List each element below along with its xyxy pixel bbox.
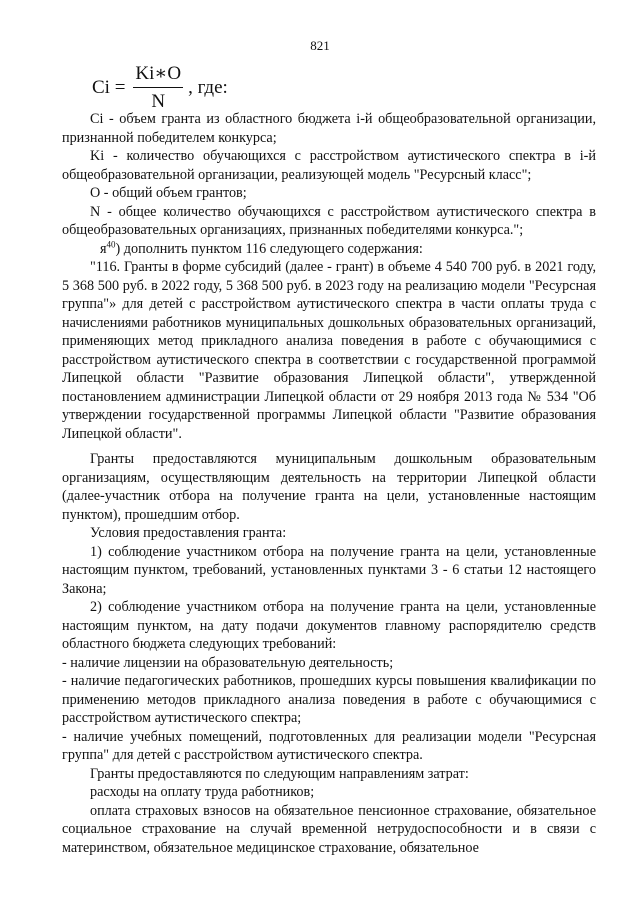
definition-ki: Ki - количество обучающихся с расстройством аутистического спектра в i-й общеобразовательной организации, реализующей модель "Ресурсный класс";: [62, 148, 596, 183]
definition-o: О - общий объем грантов;: [90, 185, 247, 201]
formula-denominator: N: [151, 91, 166, 112]
amendment-line: [62, 240, 596, 259]
paragraph-expenses-heading: Гранты предоставляются по следующим направлениям затрат:: [90, 765, 469, 782]
formula-fraction: [133, 62, 183, 113]
formula-tail: , где:: [188, 76, 228, 98]
requirement-license: - наличие лицензии на образовательную деятельность;: [62, 654, 394, 671]
condition-2: 2) соблюдение участником отбора на получение гранта на цели, установленные настоящим пунктом, на дату подачи документов главному распорядителю средств областного бюджета следующих требований:: [62, 599, 596, 652]
paragraph-116: "116. Гранты в форме субсидий (далее - грант) в объеме 4 540 700 руб. в 2021 году, 5 368 500 руб. в 2022 году, 5 368 500 руб. в 2023 году на реализацию модели "Ресурсная группа"» для детей с расстройством аутистического спектра в части оплаты труда с начислениями работников муниципальных дошкольных образовательных организаций, применяющих метод прикладного анализа поведения в работе с обучающимися с расстройством аутистического спектра в соответствии с государственной программой Липецкой области "Развитие образования Липецкой области", утвержденной постановлением администрации Липецкой области от 29 ноября 2013 года № 534 "Об утверждении государственной программы Липецкой области "Развитие образования Липецкой области".: [62, 259, 596, 442]
amendment-prefix: я: [100, 240, 107, 257]
document-body: [62, 110, 596, 857]
definition-ci: Ci - объем гранта из областного бюджета i-й общеобразовательной организации, признанной победителем конкурса;: [62, 111, 596, 146]
formula-lhs: Ci =: [92, 76, 126, 98]
grant-formula: [92, 62, 228, 113]
footnote-marker: 40: [106, 238, 116, 249]
formula-numerator: Ki∗O: [133, 62, 183, 88]
requirement-premises: - наличие учебных помещений, подготовленных для реализации модели "Ресурсная группа" для детей с расстройством аутистического спектра.: [62, 728, 596, 763]
amendment-text: ) дополнить пунктом 116 следующего содержания:: [115, 240, 423, 257]
expense-salary: расходы на оплату труда работников;: [90, 784, 315, 800]
paragraph-recipients: Гранты предоставляются муниципальным дошкольным образовательным организациям, осуществляющим деятельность на территории Липецкой области (далее-участник отбора на получение гранта на цели, установленные настоящим пунктом), прошедшим отбор.: [62, 451, 596, 523]
definition-n: N - общее количество обучающихся с расстройством аутистического спектра в общеобразовательных организациях, признанных победителями конкурса.";: [62, 203, 596, 238]
paragraph-conditions-heading: Условия предоставления гранта:: [90, 525, 287, 541]
requirement-staff: - наличие педагогических работников, прошедших курсы повышения квалификации по применению методов прикладного анализа поведения в работе с обучающимися с расстройством аутистического спектра;: [62, 673, 596, 726]
page-number: 821: [310, 38, 330, 53]
expense-insurance: оплата страховых взносов на обязательное пенсионное страхование, обязательное социальное страхование на случай временной нетрудоспособности и в связи с материнством, обязательное медицинское страхование, обязательное: [62, 802, 596, 856]
condition-1: 1) соблюдение участником отбора на получение гранта на цели, установленные настоящим пунктом, требований, установленных пунктами 3 - 6 статьи 12 настоящего Закона;: [62, 543, 596, 597]
